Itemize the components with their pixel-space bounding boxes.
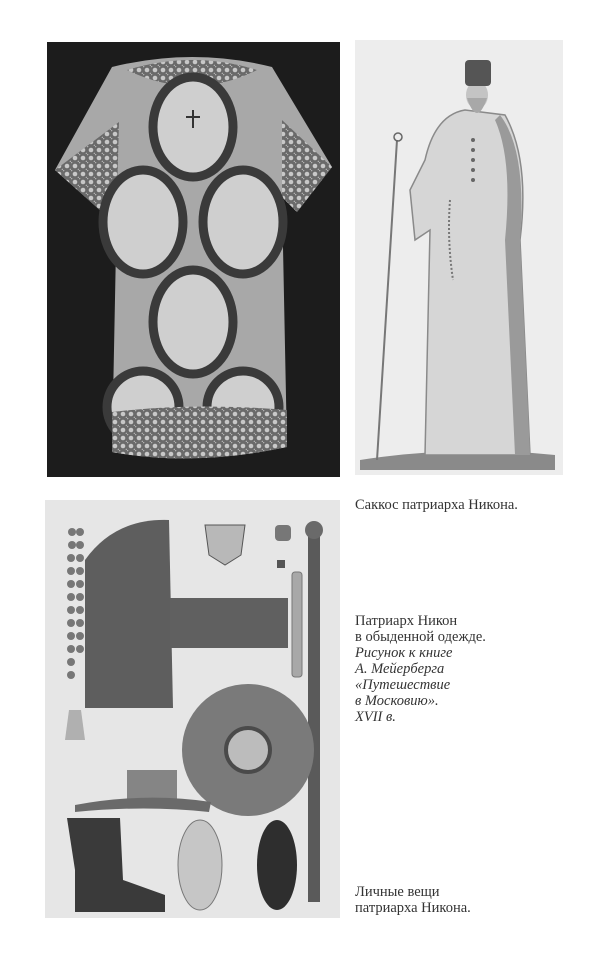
personal-items-image xyxy=(45,500,340,918)
caption-line: Патриарх Никон xyxy=(355,613,458,629)
caption-source-line: А. Мейерберга xyxy=(355,661,445,677)
caption-source-line: в Московию». xyxy=(355,693,439,709)
sakkos-caption xyxy=(355,497,518,513)
sakkos-photo xyxy=(47,42,340,477)
nikon-drawing xyxy=(355,40,563,475)
nikon-drawing-caption xyxy=(355,613,486,725)
personal-items-caption xyxy=(355,884,471,916)
caption-line: патриарха Никона. xyxy=(355,900,471,916)
nikon-drawing-image xyxy=(355,40,563,475)
personal-items-photo xyxy=(45,500,340,918)
caption-date-line: XVII в. xyxy=(355,709,396,725)
caption-source-line: Рисунок к книге xyxy=(355,645,453,661)
caption-source-line: «Путешествие xyxy=(355,677,451,693)
caption-line: Личные вещи xyxy=(355,884,440,900)
caption-line: Саккос патриарха Никона. xyxy=(355,497,518,513)
sakkos-image xyxy=(47,42,340,477)
caption-line: в обыденной одежде. xyxy=(355,629,486,645)
